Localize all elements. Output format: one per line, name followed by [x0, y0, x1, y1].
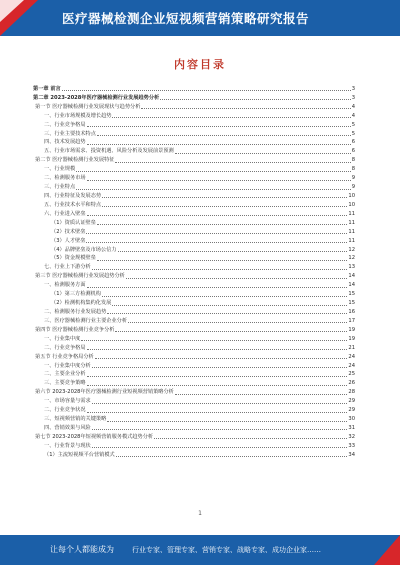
toc-dot-leader — [92, 366, 348, 368]
toc-entry-title: 第三节 医疗器械检测行业发展趋势分析 — [35, 273, 125, 280]
toc-entry[interactable] — [33, 191, 355, 200]
toc-entry-title: 第七节 2023-2028年短视频营销服务模式趋势分析 — [35, 433, 154, 440]
toc-entry[interactable] — [33, 289, 355, 298]
toc-entry[interactable] — [33, 343, 355, 352]
toc-entry-title: 第二节 医疗器械检测行业发展特征 — [35, 157, 115, 164]
toc-entry[interactable] — [33, 352, 355, 361]
toc-entry[interactable] — [33, 138, 355, 147]
footer-band — [0, 535, 400, 565]
toc-entry[interactable] — [33, 361, 355, 370]
toc-entry-page: 9 — [351, 175, 355, 182]
toc-entry-page: 24 — [348, 353, 355, 360]
toc-entry-page: 19 — [348, 326, 355, 333]
toc-dot-leader — [87, 214, 348, 216]
toc-entry[interactable] — [33, 93, 355, 102]
toc-entry-page: 12 — [348, 255, 355, 262]
toc-entry[interactable] — [33, 271, 355, 280]
toc-dot-leader — [116, 455, 348, 457]
toc-dot-leader — [115, 161, 350, 163]
toc-entry-page: 3 — [351, 94, 355, 101]
toc-dot-leader — [87, 179, 351, 181]
toc-entry-page: 10 — [348, 201, 355, 208]
toc-entry[interactable] — [33, 316, 355, 325]
toc-entry-title: 一、行业集中度分析 — [44, 362, 91, 369]
toc-entry-title: 一、行业背景与现状 — [44, 442, 91, 449]
toc-dot-leader — [95, 357, 348, 359]
toc-dot-leader — [107, 420, 347, 422]
toc-entry[interactable] — [33, 84, 355, 93]
toc-entry-title: 第六节 2023-2028年医疗器械检测行业短视频营销策略分析 — [35, 389, 174, 396]
toc-dot-leader — [87, 286, 348, 288]
toc-entry[interactable] — [33, 370, 355, 379]
toc-entry-page: 12 — [348, 246, 355, 253]
toc-entry-page: 11 — [348, 228, 355, 235]
toc-entry-page: 5 — [351, 130, 355, 137]
toc-dot-leader — [102, 295, 347, 297]
toc-entry-page: 15 — [348, 300, 355, 307]
toc-entry-page: 30 — [348, 416, 355, 423]
toc-entry[interactable] — [33, 129, 355, 138]
toc-entry[interactable] — [33, 298, 355, 307]
toc-entry-page: 11 — [348, 219, 355, 226]
toc-entry-page: 8 — [351, 157, 355, 164]
toc-entry-title: 三、行业主要技术特点 — [44, 130, 96, 137]
toc-entry-title: 四、营销效果与风险 — [44, 424, 91, 431]
toc-entry-page: 32 — [348, 433, 355, 440]
toc-entry-page: 11 — [348, 237, 355, 244]
toc-entry-page: 24 — [348, 362, 355, 369]
toc-dot-leader — [112, 116, 350, 118]
toc-entry[interactable] — [33, 414, 355, 423]
toc-entry-page: 16 — [348, 308, 355, 315]
toc-entry-title: 三、医疗器械检测行业主要企业分析 — [44, 317, 128, 324]
toc-dot-leader — [62, 89, 351, 91]
toc-entry[interactable] — [33, 164, 355, 173]
toc-entry-title: 七、行业上下游分析 — [44, 264, 91, 271]
toc-entry-title: 二、主要企业分析 — [44, 371, 86, 378]
toc-entry[interactable] — [33, 120, 355, 129]
toc-dot-leader — [87, 143, 351, 145]
toc-entry-page: 19 — [348, 335, 355, 342]
toc-entry-title: 五、行业市场需求、投资机遇、风险分析及发展前景预测 — [44, 148, 174, 155]
toc-entry-page: 31 — [348, 424, 355, 431]
toc-dot-leader — [87, 125, 351, 127]
toc-dot-leader — [126, 277, 348, 279]
toc-entry-page: 11 — [348, 210, 355, 217]
toc-dot-leader — [76, 188, 351, 190]
toc-entry[interactable] — [33, 405, 355, 414]
toc-entry-page: 14 — [348, 282, 355, 289]
toc-entry[interactable] — [33, 173, 355, 182]
toc-entry-title: 一、行业集中度 — [44, 335, 81, 342]
toc-entry-title: 第一节 医疗器械检测行业发展现状与趋势分析 — [35, 103, 141, 110]
toc-heading: 内容目录 — [174, 58, 226, 71]
toc-entry[interactable] — [33, 245, 355, 254]
toc-entry-page: 29 — [348, 407, 355, 414]
toc-dot-leader — [97, 223, 348, 225]
toc-dot-leader — [87, 384, 348, 386]
toc-entry-page: 17 — [348, 317, 355, 324]
toc-entry[interactable] — [33, 227, 355, 236]
toc-entry-title: 第二章 2023-2028年医疗器械检测行业发展趋势分析 — [33, 94, 160, 101]
toc-dot-leader — [102, 205, 347, 207]
toc-entry-title: 一、检测服务方面 — [44, 282, 86, 289]
toc-dot-leader — [86, 232, 347, 234]
toc-entry-title: （1）第三方检测机构 — [51, 291, 101, 298]
toc-entry-page: 8 — [351, 166, 355, 173]
toc-dot-leader — [92, 268, 348, 270]
toc-entry-title: （5）资金规模壁垒 — [51, 255, 96, 262]
toc-dot-leader — [76, 170, 351, 172]
toc-entry-title: 二、检测服务市场 — [44, 175, 86, 182]
toc-entry-title: 第四节 医疗器械检测行业竞争分析 — [35, 326, 115, 333]
footer-tagline: 行业专家、管理专家、营销专家、战略专家、成功企业家…… — [132, 546, 321, 554]
toc-dot-leader — [87, 348, 348, 350]
toc-entry-title: 二、行业竞争格局 — [44, 121, 86, 128]
toc-entry[interactable] — [33, 182, 355, 191]
toc-entry[interactable] — [33, 200, 355, 209]
toc-entry-title: （2）技术壁垒 — [51, 228, 86, 235]
toc-dot-leader — [115, 330, 347, 332]
toc-dot-leader — [97, 134, 351, 136]
toc-entry-page: 34 — [348, 451, 355, 458]
toc-dot-leader — [175, 152, 351, 154]
toc-dot-leader — [87, 411, 348, 413]
toc-dot-leader — [81, 339, 347, 341]
toc-entry-title: （3）人才壁垒 — [51, 237, 86, 244]
toc-entry-page: 5 — [351, 121, 355, 128]
toc-dot-leader — [87, 375, 348, 377]
toc-entry-title: （1）主流短视频平台营销模式 — [44, 451, 115, 458]
toc-entry-title: 三、短视频营销的关键策略 — [44, 416, 107, 423]
toc-entry[interactable] — [33, 378, 355, 387]
toc-dot-leader — [92, 446, 348, 448]
footer-red-accent — [374, 535, 400, 565]
toc-entry-title: 一、行业规模 — [44, 166, 76, 173]
toc-entry[interactable] — [33, 423, 355, 432]
page-number: 1 — [198, 510, 202, 517]
toc-entry-page: 25 — [348, 371, 355, 378]
toc-entry[interactable] — [33, 325, 355, 334]
toc-entry-title: 二、检测服务行业发展趋势 — [44, 308, 107, 315]
toc-entry-page: 13 — [348, 264, 355, 271]
header-white-accent — [0, 0, 24, 22]
toc-entry-page: 29 — [348, 398, 355, 405]
toc-entry-title: 三、行业特点 — [44, 184, 76, 191]
toc-entry-title: 六、行业进入壁垒 — [44, 210, 86, 217]
toc-entry[interactable] — [33, 280, 355, 289]
toc-entry-page: 14 — [348, 273, 355, 280]
toc-dot-leader — [86, 241, 347, 243]
toc-entry[interactable] — [33, 307, 355, 316]
toc-entry-title: （1）资质认证壁垒 — [51, 219, 96, 226]
toc-dot-leader — [128, 321, 347, 323]
toc-entry-page: 6 — [351, 148, 355, 155]
toc-dot-leader — [102, 196, 347, 198]
toc-entry[interactable] — [33, 387, 355, 396]
toc-entry-title: 二、行业竞争状况 — [44, 407, 86, 414]
toc-entry-page: 21 — [348, 344, 355, 351]
toc-entry[interactable] — [33, 209, 355, 218]
toc-entry-title: 二、行业竞争格局 — [44, 344, 86, 351]
toc-dot-leader — [141, 107, 350, 109]
toc-entry-page: 33 — [348, 442, 355, 449]
report-header-band — [0, 0, 400, 36]
toc-dot-leader — [97, 259, 348, 261]
toc-entry-title: 四、技术发展趋势 — [44, 139, 86, 146]
toc-entry[interactable] — [33, 254, 355, 263]
toc-entry[interactable] — [33, 146, 355, 155]
toc-entry-page: 28 — [348, 389, 355, 396]
toc-entry-title: （4）品牌壁垒及市场公信力 — [51, 246, 117, 253]
toc-dot-leader — [107, 312, 347, 314]
toc-entry-page: 9 — [351, 184, 355, 191]
toc-entry[interactable] — [33, 334, 355, 343]
toc-entry-title: 三、主要竞争策略 — [44, 380, 86, 387]
toc-dot-leader — [154, 437, 347, 439]
toc-entry-page: 26 — [348, 380, 355, 387]
toc-entry-title: （2）检测机构集约化发展 — [51, 300, 112, 307]
toc-entry[interactable] — [33, 432, 355, 441]
toc-dot-leader — [118, 250, 348, 252]
toc-entry-page: 6 — [351, 139, 355, 146]
toc-entry-title: 第一章 前言 — [33, 85, 61, 92]
toc-entry-page: 3 — [351, 85, 355, 92]
toc-dot-leader — [175, 393, 348, 395]
toc-dot-leader — [92, 402, 348, 404]
toc-entry[interactable] — [33, 111, 355, 120]
toc-entry[interactable] — [33, 218, 355, 227]
toc-entry[interactable] — [33, 450, 355, 459]
toc-entry-title: 四、行业特征及发展态势 — [44, 192, 102, 199]
toc-entry-title: 第五节 行业竞争格局分析 — [35, 353, 94, 360]
toc-entry-title: 五、行业技术水平和特点 — [44, 201, 102, 208]
toc-entry[interactable] — [33, 441, 355, 450]
toc-entry-page: 4 — [351, 103, 355, 110]
toc-entry[interactable] — [33, 236, 355, 245]
footer-slogan: 让每个人都能成为 — [50, 545, 114, 554]
toc-dot-leader — [160, 98, 350, 100]
toc-entry[interactable] — [33, 262, 355, 271]
report-title: 医疗器械检测企业短视频营销策略研究报告 — [62, 11, 310, 26]
toc-entry-page: 15 — [348, 291, 355, 298]
toc-entry-page: 4 — [351, 112, 355, 119]
toc-entry[interactable] — [33, 102, 355, 111]
toc-entry-title: 一、行业市场规模及增长趋势 — [44, 112, 112, 119]
toc-entry[interactable] — [33, 396, 355, 405]
toc-entry[interactable] — [33, 155, 355, 164]
toc-dot-leader — [92, 428, 348, 430]
toc-entry-title: 一、市场容量与需求 — [44, 398, 91, 405]
toc-entry-page: 10 — [348, 192, 355, 199]
table-of-contents — [33, 84, 355, 459]
toc-dot-leader — [112, 304, 347, 306]
